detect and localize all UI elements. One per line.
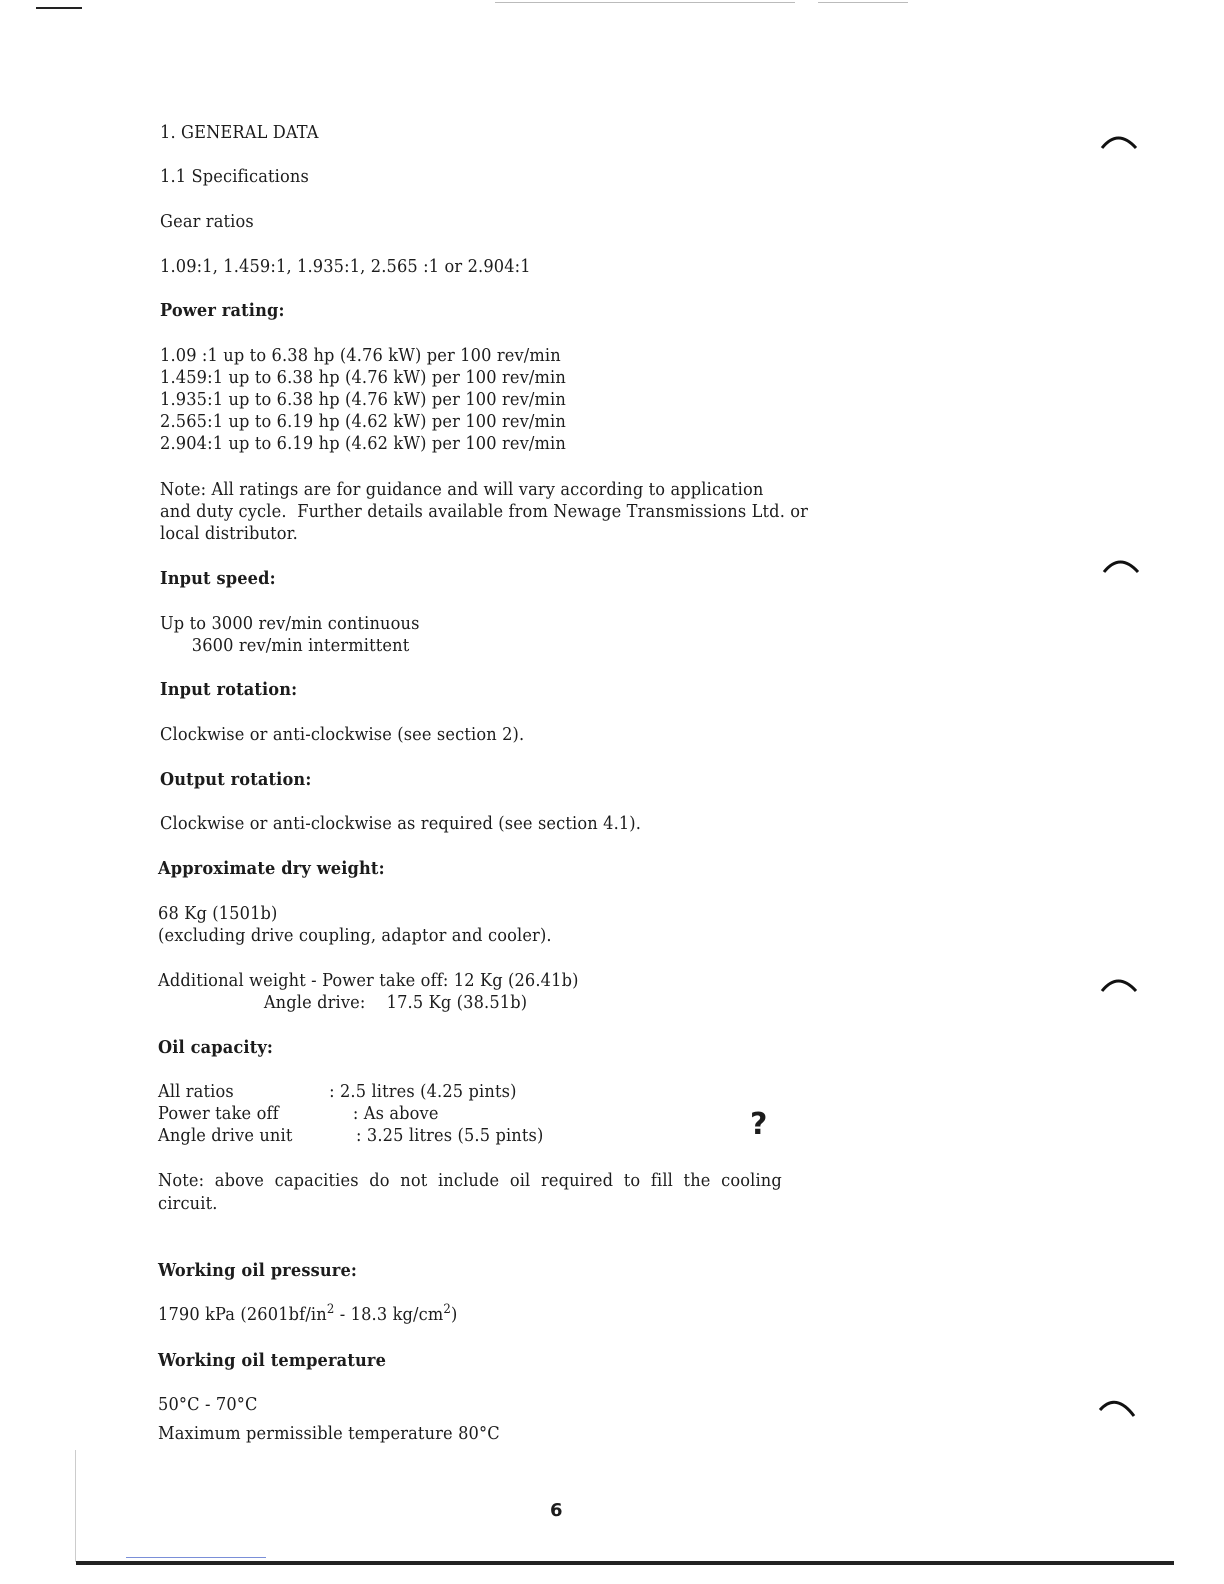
input-rotation-value: Clockwise or anti-clockwise (see section 2). bbox=[160, 724, 525, 745]
working-temperature-range: 50°C - 70°C bbox=[158, 1394, 258, 1415]
oil-capacity-label: Oil capacity: bbox=[158, 1037, 274, 1058]
oil-capacity-row: Angle drive unit : 3.25 litres (5.5 pints) bbox=[158, 1125, 544, 1146]
binder-ring-mark bbox=[1096, 1392, 1140, 1420]
additional-weight-angle-drive: Angle drive: 17.5 Kg (38.51b) bbox=[158, 992, 528, 1013]
additional-weight-pto: Additional weight - Power take off: 12 Kg (26.41b) bbox=[158, 970, 579, 991]
capacity-note-line: Note: above capacities do not include oil required to fill the cooling bbox=[158, 1170, 782, 1191]
output-rotation-label: Output rotation: bbox=[160, 769, 312, 790]
page-number: 6 bbox=[550, 1500, 563, 1521]
handwritten-question-mark: ? bbox=[750, 1107, 768, 1142]
maximum-temperature: Maximum permissible temperature 80°C bbox=[158, 1423, 500, 1444]
scan-edge-mark bbox=[818, 2, 908, 3]
output-rotation-value: Clockwise or anti-clockwise as required (see section 4.1). bbox=[160, 813, 642, 834]
dry-weight-exclusions: (excluding drive coupling, adaptor and cooler). bbox=[158, 925, 552, 946]
ratings-note-line: and duty cycle. Further details available from Newage Transmissions Ltd. or bbox=[160, 501, 809, 522]
input-rotation-label: Input rotation: bbox=[160, 679, 298, 700]
binder-ring-mark bbox=[1098, 971, 1142, 997]
gear-ratios-label: Gear ratios bbox=[160, 211, 254, 232]
input-speed-intermittent: 3600 rev/min intermittent bbox=[160, 635, 410, 656]
working-temperature-label: Working oil temperature bbox=[158, 1350, 387, 1371]
ratings-note-line: local distributor. bbox=[160, 523, 298, 544]
section-heading: 1. GENERAL DATA bbox=[160, 122, 319, 143]
dry-weight-value: 68 Kg (1501b) bbox=[158, 903, 278, 924]
subsection-heading: 1.1 Specifications bbox=[160, 166, 309, 187]
working-pressure-value: 1790 kPa ($2601bf/in^2 - 18.3$ $kg/cm^2$) bbox=[158, 1302, 458, 1325]
power-rating-row: 2.904:1 up to 6.19 hp (4.62 kW) per 100 rev/min bbox=[160, 433, 566, 454]
working-pressure-label: Working oil pressure: bbox=[158, 1260, 358, 1281]
ratings-note-line: Note: All ratings are for guidance and will vary according to application bbox=[160, 479, 764, 500]
power-rating-row: 1.09 :1 up to 6.38 hp (4.76 kW) per 100 rev/min bbox=[160, 345, 561, 366]
power-rating-row: 2.565:1 up to 6.19 hp (4.62 kW) per 100 rev/min bbox=[160, 411, 566, 432]
input-speed-continuous: Up to 3000 rev/min continuous bbox=[160, 613, 420, 634]
binder-ring-mark bbox=[1100, 552, 1144, 578]
scan-edge-mark bbox=[126, 1557, 266, 1558]
scan-edge-mark bbox=[76, 1561, 1174, 1565]
dry-weight-label: Approximate dry weight: bbox=[158, 858, 385, 879]
scan-edge-mark bbox=[36, 7, 82, 9]
oil-capacity-row: Power take off : As above bbox=[158, 1103, 439, 1124]
gear-ratios-value: 1.09:1, 1.459:1, 1.935:1, 2.565 :1 or 2.904:1 bbox=[160, 256, 531, 277]
oil-capacity-row: All ratios : 2.5 litres (4.25 pints) bbox=[158, 1081, 517, 1102]
scan-edge-mark bbox=[75, 1450, 76, 1562]
input-speed-label: Input speed: bbox=[160, 568, 276, 589]
power-rating-label: Power rating: bbox=[160, 300, 285, 321]
power-rating-row: 1.935:1 up to 6.38 hp (4.76 kW) per 100 rev/min bbox=[160, 389, 566, 410]
scan-edge-mark bbox=[495, 2, 795, 3]
binder-ring-mark bbox=[1098, 128, 1142, 154]
capacity-note-line: circuit. bbox=[158, 1193, 218, 1214]
power-rating-row: 1.459:1 up to 6.38 hp (4.76 kW) per 100 rev/min bbox=[160, 367, 566, 388]
